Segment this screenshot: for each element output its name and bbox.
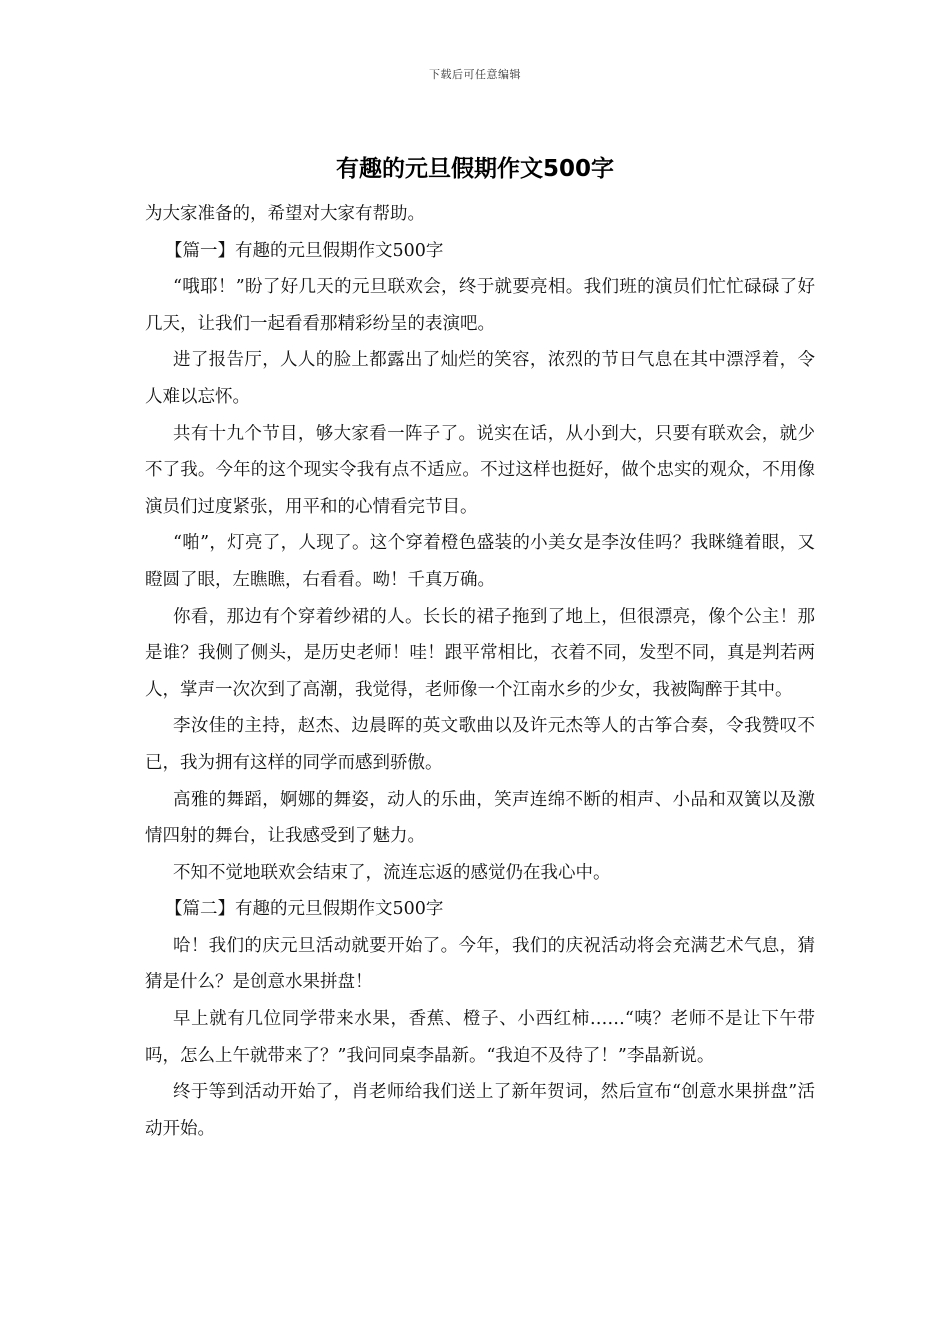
section-heading-2: 【篇二】有趣的元旦假期作文500字 — [165, 899, 444, 920]
paragraph: 高雅的舞蹈，婀娜的舞姿，动人的乐曲，笑声连绵不断的相声、小品和双簧以及激情四射的舞台，让我感受到了魅力。 — [145, 789, 815, 847]
intro-paragraph: 为大家准备的，希望对大家有帮助。 — [145, 204, 425, 224]
paragraph: 哈！我们的庆元旦活动就要开始了。今年，我们的庆祝活动将会充满艺术气息，猜猜是什么？是创意水果拼盘！ — [145, 935, 815, 993]
paragraph: 早上就有几位同学带来水果，香蕉、橙子、小西红柿……“咦？老师不是让下午带吗，怎么上午就带来了？”我问同桌李晶新。“我迫不及待了！”李晶新说。 — [145, 1009, 815, 1066]
document-title: 有趣的元旦假期作文500字 — [335, 156, 614, 182]
paragraph: 不知不觉地联欢会结束了，流连忘返的感觉仍在我心中。 — [173, 862, 611, 883]
document-body — [145, 196, 815, 1147]
paragraph: 共有十九个节目，够大家看一阵子了。说实在话，从小到大，只要有联欢会，就少不了我。今年的这个现实令我有点不适应。不过这样也挺好，做个忠实的观众，不用像演员们过度紧张，用平和的心情看完节目。 — [145, 423, 815, 517]
paragraph: 终于等到活动开始了，肖老师给我们送上了新年贺词，然后宣布“创意水果拼盘”活动开始。 — [145, 1082, 815, 1139]
header-note: 下载后可任意编辑 — [429, 68, 521, 81]
paragraph: “啪”，灯亮了，人现了。这个穿着橙色盛装的小美女是李汝佳吗？我眯缝着眼，又瞪圆了眼，左瞧瞧，右看看。呦！千真万确。 — [145, 533, 815, 590]
section-heading-1: 【篇一】有趣的元旦假期作文500字 — [165, 240, 444, 261]
paragraph: 你看，那边有个穿着纱裙的人。长长的裙子拖到了地上，但很漂亮，像个公主！那是谁？我侧了侧头，是历史老师！哇！跟平常相比，衣着不同，发型不同，真是判若两人，掌声一次次到了高潮，我觉得，老师像一个江南水乡的少女，我被陶醉于其中。 — [145, 606, 815, 700]
paragraph: 李汝佳的主持，赵杰、边晨晖的英文歌曲以及许元杰等人的古筝合奏，令我赞叹不已，我为拥有这样的同学而感到骄傲。 — [145, 716, 815, 773]
paragraph: “哦耶！”盼了好几天的元旦联欢会，终于就要亮相。我们班的演员们忙忙碌碌了好几天，让我们一起看看那精彩纷呈的表演吧。 — [145, 277, 815, 334]
paragraph: 进了报告厅，人人的脸上都露出了灿烂的笑容，浓烈的节日气息在其中漂浮着，令人难以忘怀。 — [145, 350, 815, 407]
